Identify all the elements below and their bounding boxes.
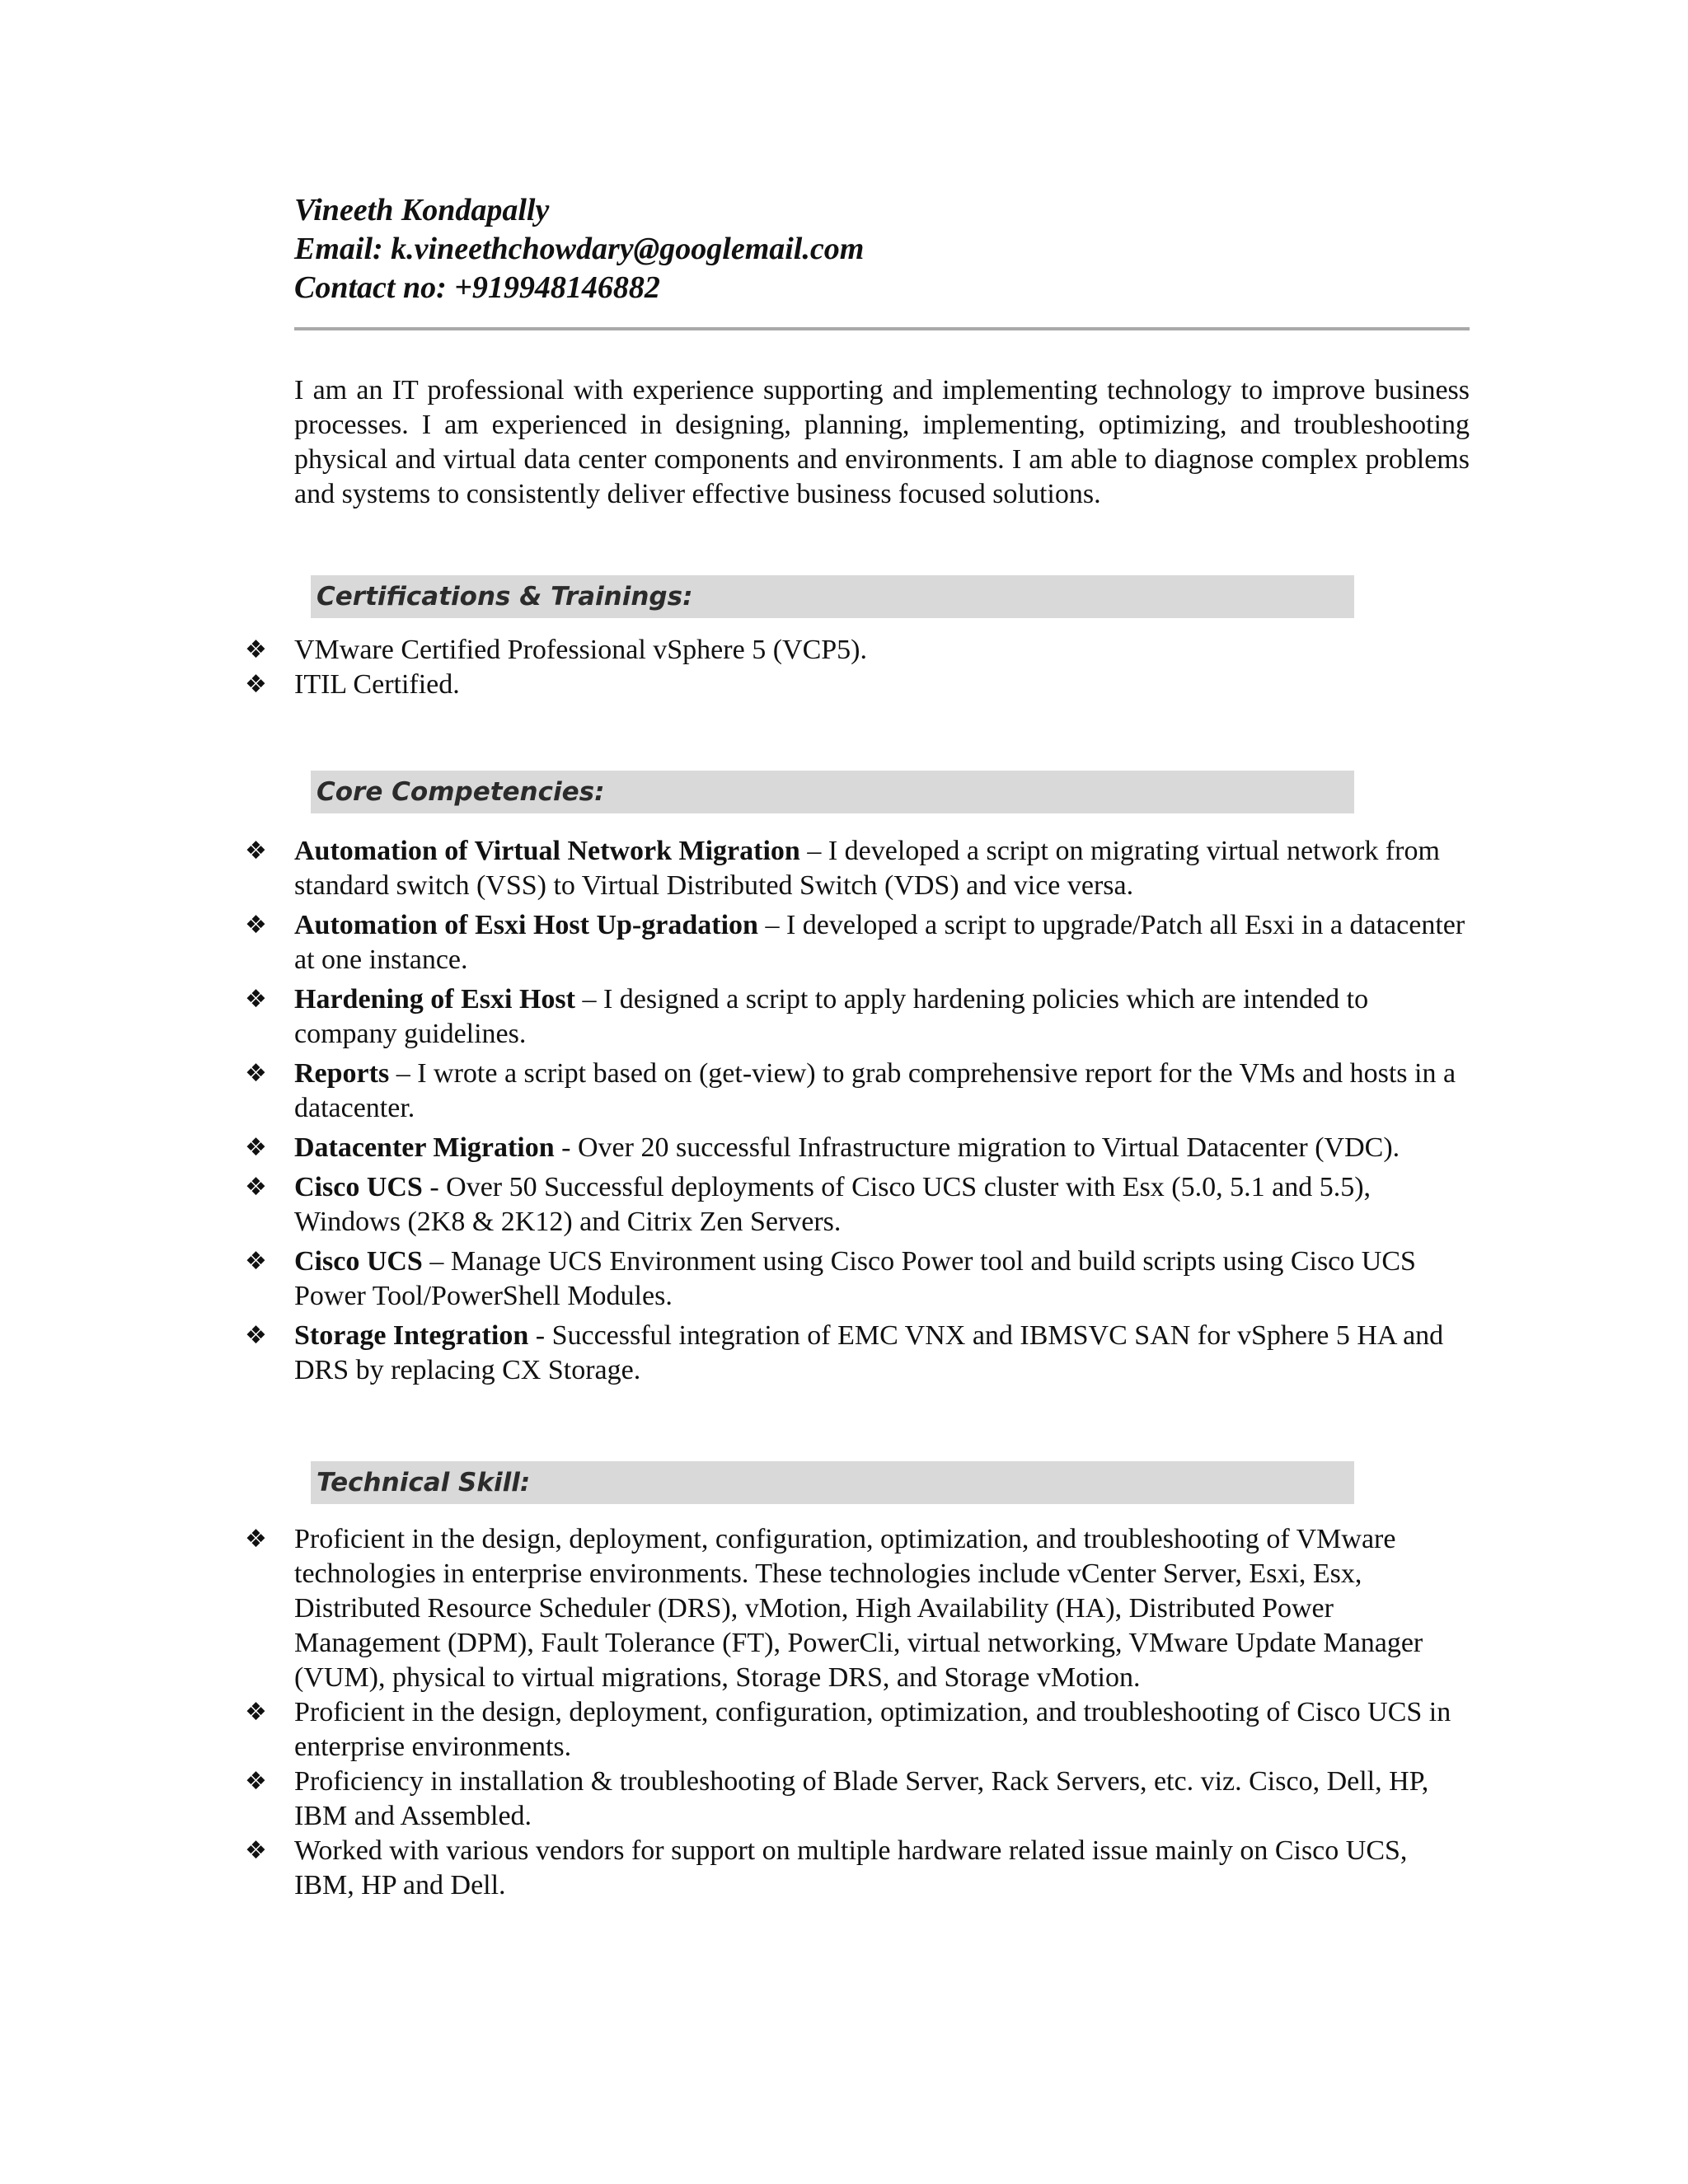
list-item: ❖ VMware Certified Professional vSphere 5 (VCP5). xyxy=(294,633,1473,668)
competency-term: Cisco UCS xyxy=(294,1172,423,1202)
competency-term: Datacenter Migration xyxy=(294,1132,555,1163)
diamond-bullet-icon: ❖ xyxy=(245,1059,267,1088)
diamond-bullet-icon: ❖ xyxy=(245,1525,267,1554)
diamond-bullet-icon: ❖ xyxy=(245,1836,267,1865)
diamond-bullet-icon: ❖ xyxy=(245,1698,267,1727)
contact-header xyxy=(294,191,1473,307)
diamond-bullet-icon: ❖ xyxy=(245,1321,267,1350)
list-item: ❖ Cisco UCS - Over 50 Successful deployments of Cisco UCS cluster with Esx (5.0, 5.1 and 5.5), Windows (2K8 & 2K12) and Citrix Zen Servers. xyxy=(245,1172,1372,1237)
email-line: Email: k.vineethchowdary@googlemail.com xyxy=(294,232,865,266)
certifications-list xyxy=(245,633,1473,702)
list-item: ❖ Proficient in the design, deployment, configuration, optimization, and troubleshooting of Cisco UCS in enterprise environments. xyxy=(245,1697,1451,1762)
competency-term: Hardening of Esxi Host xyxy=(294,984,575,1015)
competency-term: Storage Integration xyxy=(294,1320,529,1351)
technical-skill-list xyxy=(245,1522,1473,1903)
diamond-bullet-icon: ❖ xyxy=(245,1247,267,1276)
list-item: ❖ Proficient in the design, deployment, configuration, optimization, and troubleshooting of VMware technologies in enterprise environments. These technologies include vCenter Server, Esxi, Esx, Distributed Resource Scheduler (DRS), vMotion, High Availability (HA), Distributed Power Management (DPM), Fault Tolerance (FT), PowerCli, virtual networking, VMware Update Manager (VUM), physical to virtual migrations, Storage DRS, and Storage vMotion. xyxy=(245,1524,1423,1693)
list-item: ❖ Cisco UCS – Manage UCS Environment using Cisco Power tool and build scripts using Cisco UCS Power Tool/PowerShell Modules. xyxy=(245,1246,1416,1311)
diamond-bullet-icon: ❖ xyxy=(245,1133,267,1162)
list-item: ❖ Automation of Esxi Host Up-gradation – I developed a script to upgrade/Patch all Esxi in a datacenter at one instance. xyxy=(245,910,1465,975)
list-item: ❖ Reports – I wrote a script based on (get-view) to grab comprehensive report for the VMs and hosts in a datacenter. xyxy=(245,1058,1456,1123)
section-header-technical-skill: Technical Skill: xyxy=(311,1461,1354,1504)
list-item: ❖ Proficiency in installation & troubleshooting of Blade Server, Rack Servers, etc. viz. Cisco, Dell, HP, IBM and Assembled. xyxy=(245,1766,1429,1831)
header-divider xyxy=(294,327,1470,330)
diamond-bullet-icon: ❖ xyxy=(245,1767,267,1796)
diamond-bullet-icon: ❖ xyxy=(245,985,267,1014)
list-item: ❖ Storage Integration - Successful integration of EMC VNX and IBMSVC SAN for vSphere 5 HA and DRS by replacing CX Storage. xyxy=(245,1320,1444,1385)
list-item: ❖ ITIL Certified. xyxy=(294,668,1473,702)
section-header-certifications: Certifications & Trainings: xyxy=(311,575,1354,618)
list-item: ❖ Worked with various vendors for support on multiple hardware related issue mainly on Cisco UCS, IBM, HP and Dell. xyxy=(245,1835,1408,1900)
diamond-bullet-icon: ❖ xyxy=(245,837,267,865)
competency-term: Automation of Esxi Host Up-gradation xyxy=(294,910,758,940)
competency-term: Automation of Virtual Network Migration xyxy=(294,836,800,866)
list-item: ❖ Datacenter Migration - Over 20 successful Infrastructure migration to Virtual Datacenter (VDC). xyxy=(294,1131,1473,1165)
contact-line: Contact no: +919948146882 xyxy=(294,270,660,305)
diamond-bullet-icon: ❖ xyxy=(245,635,267,664)
section-header-core-competencies: Core Competencies: xyxy=(311,771,1354,813)
diamond-bullet-icon: ❖ xyxy=(245,911,267,940)
diamond-bullet-icon: ❖ xyxy=(245,670,267,699)
candidate-name: Vineeth Kondapally xyxy=(294,193,550,227)
core-competencies-list xyxy=(245,834,1473,1393)
professional-summary: I am an IT professional with experience supporting and implementing technology to improve business processes. I am experienced in designing, planning, implementing, optimizing, and troubleshooting physical and virtual data center components and environments. I am able to diagnose complex problems and systems to consistently deliver effective business focused solutions. xyxy=(294,375,1470,509)
list-item: ❖ Automation of Virtual Network Migration – I developed a script on migrating virtual network from standard switch (VSS) to Virtual Distributed Switch (VDS) and vice versa. xyxy=(245,836,1440,901)
list-item: ❖ Hardening of Esxi Host – I designed a script to apply hardening policies which are intended to company guidelines. xyxy=(245,984,1369,1049)
diamond-bullet-icon: ❖ xyxy=(245,1173,267,1202)
competency-term: Reports xyxy=(294,1058,390,1089)
competency-term: Cisco UCS xyxy=(294,1246,423,1277)
